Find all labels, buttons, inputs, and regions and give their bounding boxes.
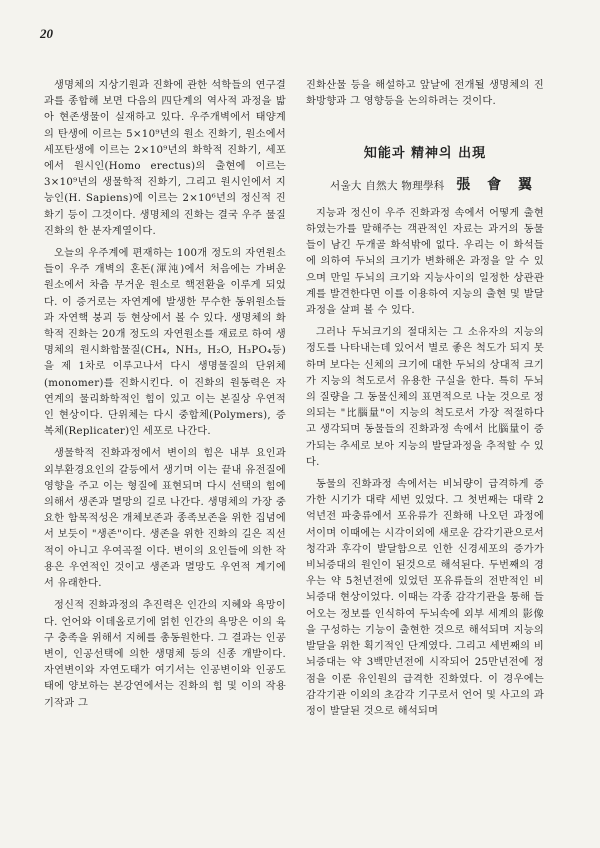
paragraph: 지능과 정신이 우주 진화과정 속에서 어떻게 출현하였는가를 말해주는 객관적인 자료는 과거의 동물들이 남긴 두개골 화석밖에 없다. 우리는 이 화석들에 의하여 두뇌의 크기가 변화해온 과정을 알 수 있으며 만일 두뇌의 크기와 지능사이의 일정한 상관관계를 발견한다면 이를 이용하여 지능의 출현 및 발달과정을 살펴 볼 수 있다. bbox=[306, 207, 544, 317]
left-column bbox=[44, 78, 286, 718]
paragraph: 생물학적 진화과정에서 변이의 힘은 내부 요인과 외부환경요인의 갈등에서 생기며 이는 끝내 유전질에 영향을 주고 이는 형질에 표현되며 다시 선택의 힘에 의해서 생존과 멸망의 길로 나간다. 생명체의 가장 중요한 함목적성은 개체보존과 종족보존을 위한 집념에서 보듯이 "생존"이다. 생존을 위한 진화의 길은 직선적이 아니고 우여곡절 이다. 변이의 요인들에 의한 작용은 우연적인 것이고 생존과 멸망도 우연적 계기에서 유래한다. bbox=[44, 448, 286, 590]
paragraph-continued: 진화산물 등을 해설하고 앞날에 전개될 생명체의 진화방향과 그 영향등을 논의하려는 것이다. bbox=[306, 80, 544, 108]
byline bbox=[306, 177, 544, 194]
article-title: 知能과 精神의 出現 bbox=[363, 146, 487, 162]
paragraph: 그러나 두뇌크기의 절대치는 그 소유자의 지능의 정도를 나타내는데 있어서 별로 좋은 척도가 되지 못하며 보다는 신체의 크기에 대한 두뇌의 상대적 크기가 지능의 척도로서 유용한 구실을 한다. 특히 두뇌의 질량을 그 동물신체의 표면적으로 나눈 것으로 정의되는 "比腦量"이 지능의 척도로서 가장 적절하다고 생각되며 동물들의 진화과정 속에서 比腦量이 증가되는 추세로 보아 지능의 발달과정을 추적할 수 있다. bbox=[306, 327, 544, 468]
right-column bbox=[306, 78, 544, 726]
author-affiliation: 서울大 自然大 物理學科 bbox=[330, 179, 445, 192]
paragraph: 동물의 진화과정 속에서는 비뇌량이 급격하게 증가한 시기가 대략 세번 있었다. 그 첫번째는 대략 2억년전 파충류에서 포유류가 진화해 나오던 과정에서이며 이때에는 시각이외에 새로운 감각기관으로서 청각과 후각이 발달함으로 인한 신경세포의 증가가 비뇌증대의 원인이 된것으로 해석된다. 두번째의 경우는 약 5천년전에 있었던 포유류들의 전반적인 비뇌증대 현상이었다. 이때는 각종 감각기관을 통해 들어오는 정보를 인식하여 두뇌속에 외부 세계의 影像을 구성하는 기능이 출현한 것으로 해석되며 지능의 발달을 위한 획기적인 단계였다. 그리고 세번째의 비뇌증대는 약 3백만년전에 시작되어 25만년전에 정점을 이룬 유인원의 급격한 진화였다. 이 경우에는 감각기관 이외의 초감각 기구로서 언어 및 사고의 과정이 발달된 것으로 해석되며 bbox=[306, 479, 544, 717]
paragraph: 생명체의 지상기원과 진화에 관한 석학들의 연구결과를 종합해 보면 다음의 四단계의 역사적 과정을 밟아 현존생물이 실재하고 있다. 우주개벽에서 태양계의 탄생에 이르는 5×10⁹년의 원소 진화기, 원소에서 세포탄생에 이르는 2×10⁹년의 화학적 진화기, 세포에서 원시인(Homo erectus)의 출현에 이르는 3×10⁹년의 생물학적 진화기, 그리고 원시인에서 지능인(H. Sapiens)에 이르는 2×10⁶년의 정신적 진화기 등이 그것이다. 생명체의 진화는 결국 우주 물질진화의 한 분자계열이다. bbox=[44, 80, 286, 237]
page-number: 20 bbox=[40, 26, 53, 41]
author-name: 張 會 翼 bbox=[456, 176, 538, 193]
paragraph: 정신적 진화과정의 추진력은 인간의 지혜와 욕망이다. 언어와 이데올로기에 얽힌 인간의 욕망은 이의 육구 충족을 위해서 지혜를 총동원한다. 그 결과는 인공변이, 인공선택에 의한 생명체 등의 신종 개발이다. 자연변이와 자연도태가 여기서는 인공변이와 인공도태에 양보하는 본강연에서는 진화의 힘 및 이의 작용기작과 그 bbox=[44, 600, 286, 709]
paragraph: 오늘의 우주계에 편재하는 100개 정도의 자연원소들이 우주 개벽의 혼돈(渾沌)에서 처음에는 가벼운 원소에서 차츰 무거운 원소로 핵전환을 이루게 되었다. 이 증거로는 자연계에 발생한 무수한 동위원소들과 자연핵 붕괴 등 현상에서 볼 수 있다. 생명체의 화학적 진화는 20개 정도의 자연원소를 재료로 하여 생명체의 원시화합물질(CH₄, NH₃, H₂O, H₃PO₄등)을 제 1차로 이루고나서 다시 생명물질의 단위체(monomer)를 진화시킨다. 이 진화의 원동력은 자연계의 물리화학적인 힘이 있고 이는 본질상 우연적인 현상이다. 단위체는 다시 중합체(Polymers), 증복체(Replicater)인 세포로 나간다. bbox=[44, 248, 286, 438]
